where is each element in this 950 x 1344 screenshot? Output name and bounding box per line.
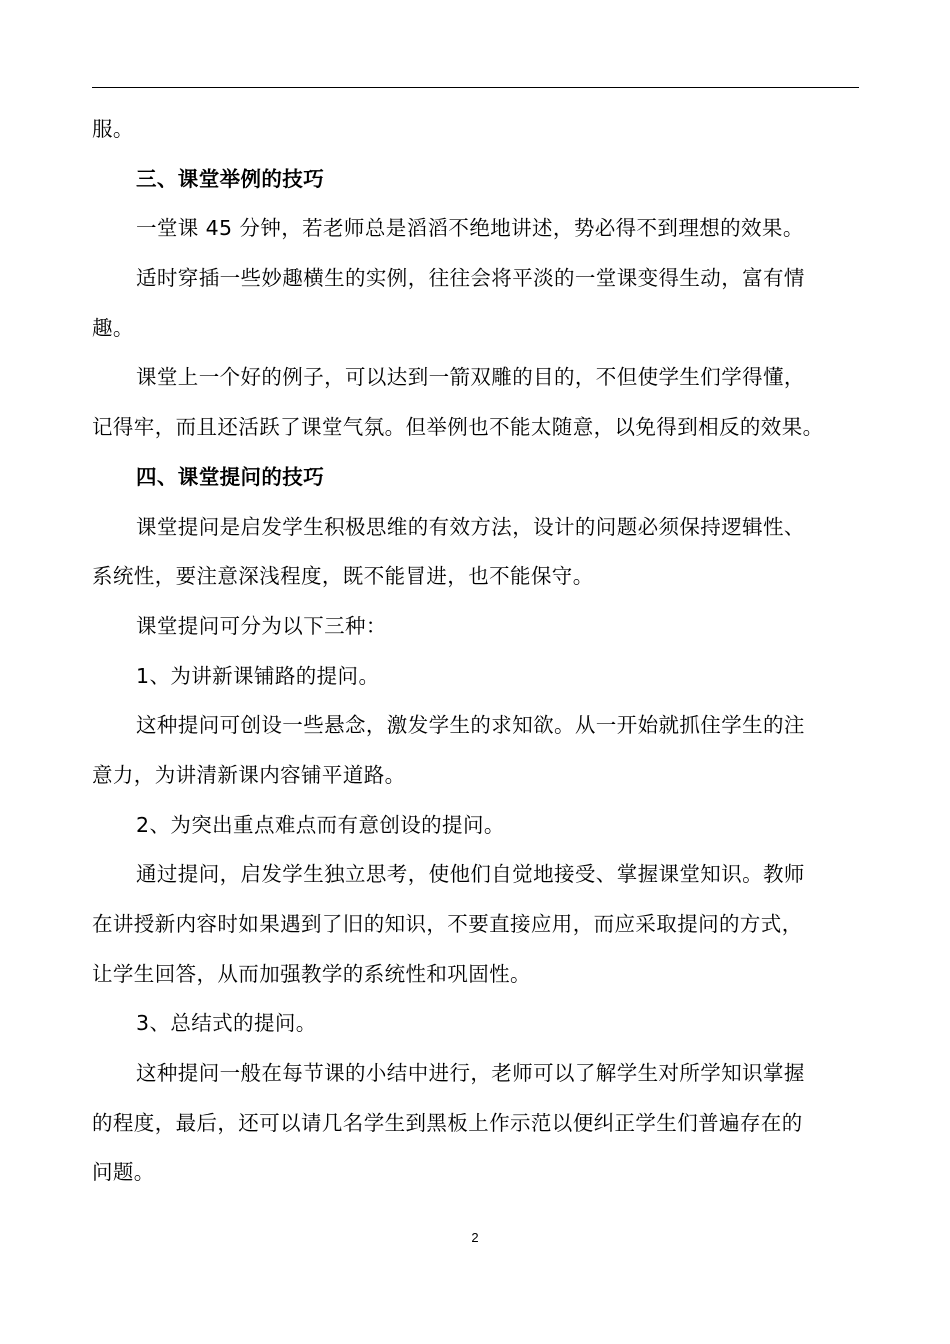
section-heading: 四、课堂提问的技巧 — [136, 464, 325, 489]
list-item: 3、总结式的提问。 — [136, 1011, 317, 1036]
page-number: 2 — [471, 1230, 479, 1245]
text-line: 服。 — [92, 117, 134, 141]
text-line: 意力，为讲清新课内容铺平道路。 — [92, 762, 406, 787]
text-line: 的程度，最后，还可以请几名学生到黑板上作示范以便纠正学生们普遍存在的 — [92, 1110, 803, 1135]
text-line: 记得牢，而且还活跃了课堂气氛。但举例也不能太随意，以免得到相反的效果。 — [92, 415, 824, 440]
text-line: 在讲授新内容时如果遇到了旧的知识，不要直接应用，而应采取提问的方式， — [92, 912, 803, 936]
text-line: 适时穿插一些妙趣横生的实例，往往会将平淡的一堂课变得生动，富有情 — [136, 266, 805, 291]
text-line: 这种提问一般在每节课的小结中进行，老师可以了解学生对所学知识掌握 — [136, 1061, 805, 1086]
section-heading: 三、课堂举例的技巧 — [136, 166, 325, 191]
list-item: 1、为讲新课铺路的提问。 — [136, 663, 380, 688]
text-line: 趣。 — [92, 315, 134, 340]
text-line: 系统性，要注意深浅程度，既不能冒进，也不能保守。 — [92, 564, 594, 589]
list-item: 2、为突出重点难点而有意创设的提问。 — [136, 812, 505, 837]
text-line: 课堂提问是启发学生积极思维的有效方法，设计的问题必须保持逻辑性、 — [136, 514, 805, 539]
text-line: 通过提问，启发学生独立思考，使他们自觉地接受、掌握课堂知识。教师 — [136, 862, 805, 887]
text-line: 课堂上一个好的例子，可以达到一箭双雕的目的，不但使学生们学得懂， — [136, 365, 805, 390]
header-rule — [92, 87, 859, 88]
text-line: 问题。 — [92, 1160, 155, 1185]
text-line: 让学生回答，从而加强教学的系统性和巩固性。 — [92, 961, 531, 986]
document-body — [92, 105, 859, 1198]
text-line: 这种提问可创设一些悬念，激发学生的求知欲。从一开始就抓住学生的注 — [136, 713, 805, 738]
text-line: 课堂提问可分为以下三种： — [136, 613, 387, 638]
text-line: 一堂课 45 分钟，若老师总是滔滔不绝地讲述，势必得不到理想的效果。 — [136, 216, 804, 241]
